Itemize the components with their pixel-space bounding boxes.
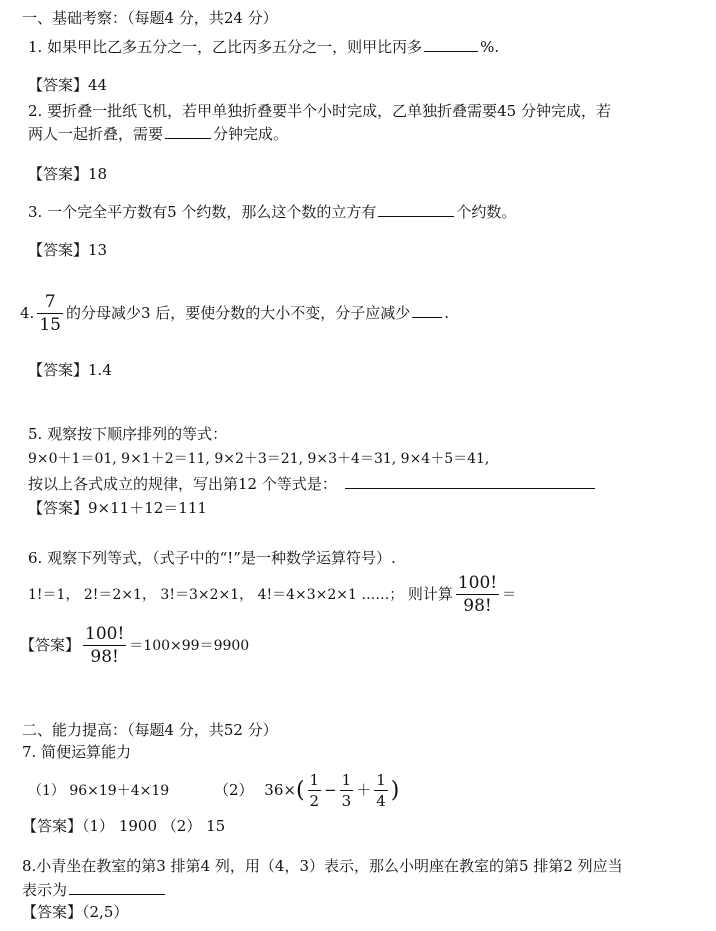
question-7-title: 7. 简便运算能力 [22, 743, 132, 761]
fraction-denominator: 98! [463, 596, 492, 616]
fraction-numerator: 1 [309, 771, 320, 789]
answer-value: ＝100×99＝9900 [129, 638, 250, 654]
answer-blank [345, 474, 595, 489]
answer-blank [424, 37, 478, 52]
minus-sign: − [324, 781, 337, 799]
question-8-line1: 8.小青坐在教室的第3 排第4 列，用（4，3）表示，那么小明座在教室的第5 排第2 列应当 [22, 857, 623, 875]
answer-6 [20, 620, 249, 671]
question-1 [28, 37, 499, 57]
fraction-numerator: 100! [85, 624, 125, 644]
answer-4 [28, 360, 112, 380]
fraction-denominator: 15 [39, 315, 61, 335]
question-5-equations: 9×0＋1＝01, 9×1＋2＝11, 9×2＋3＝21, 9×3＋4＝31, 9×4＋5＝41, [28, 451, 490, 467]
question-5-ask [28, 474, 597, 494]
fraction-1-3 [340, 773, 354, 809]
fraction-numerator: 100! [457, 573, 498, 593]
fraction-denominator: 4 [376, 792, 386, 810]
left-paren: ( [295, 778, 305, 803]
answer-label: 【答案】 [28, 499, 89, 517]
question-2-prefix: 两人一起折叠，需要 [28, 125, 164, 143]
question-2-suffix: 分钟完成。 [213, 125, 289, 143]
question-8-line2-text: 表示为 [22, 881, 68, 899]
answer-blank [69, 880, 165, 895]
answer-label: 【答案】 [28, 361, 89, 379]
fraction-100-98 [83, 626, 126, 666]
fraction-1-2 [308, 773, 322, 809]
right-paren: ) [390, 778, 400, 803]
answer-blank [165, 124, 211, 139]
question-3-text: 3. 一个完全平方数有5 个约数，那么这个数的立方有 [28, 203, 377, 221]
answer-label: 【答案】 [20, 636, 81, 654]
answer-value: 18 [88, 165, 108, 183]
answer-value: 44 [88, 76, 108, 94]
answer-5 [28, 498, 207, 518]
question-6-title: 6. 观察下列等式，（式子中的“!”是一种数学运算符号）. [28, 549, 396, 567]
fraction-denominator: 2 [309, 792, 320, 810]
question-2-line1: 2. 要折叠一批纸飞机，若甲单独折叠要半个小时完成，乙单独折叠需要45 分钟完成，若 [28, 102, 611, 120]
fraction-numerator: 1 [341, 771, 352, 789]
question-3 [28, 202, 516, 222]
question-4-number: 4. [20, 304, 35, 322]
answer-label: 【答案】 [28, 241, 89, 259]
answer-label: 【答案】 [22, 903, 83, 921]
fraction-100-98 [456, 575, 499, 615]
question-1-suffix: %. [480, 38, 500, 56]
answer-7 [22, 816, 225, 836]
plus-sign: ＋ [356, 781, 372, 799]
question-7-part-2-lead: 36× [264, 781, 296, 799]
answer-value: （1） 1900 （2） 15 [82, 817, 226, 835]
answer-value: （2,5） [82, 903, 129, 921]
question-4-text: 的分母减少3 后，要使分数的大小不变，分子应减少 [65, 304, 411, 322]
question-5-ask-text: 按以上各式成立的规律，写出第12 个等式是： [28, 475, 337, 493]
question-7-part-2-label: （2） [213, 781, 254, 799]
answer-blank [378, 202, 454, 217]
answer-1 [28, 75, 107, 95]
fraction-numerator: 7 [37, 294, 63, 314]
answer-8 [22, 902, 128, 922]
question-5-title: 5. 观察按下顺序排列的等式： [28, 425, 228, 443]
answer-value: 9×11＋12＝111 [88, 499, 207, 517]
fraction-1-4 [374, 773, 388, 809]
question-2-line2 [28, 124, 288, 144]
question-4 [20, 291, 449, 335]
fraction-denominator: 3 [341, 792, 352, 810]
question-3-suffix: 个约数。 [456, 203, 517, 221]
question-6-ask: 则计算 [407, 585, 453, 603]
question-6-equation-text: 1!＝1， 2!＝2×1， 3!＝3×2×1， 4!＝4×3×2×1 ……； [28, 587, 404, 603]
question-1-text: 1. 如果甲比乙多五分之一，乙比丙多五分之一，则甲比丙多 [28, 38, 423, 56]
question-7-parts [28, 768, 399, 813]
answer-2 [28, 164, 107, 184]
fraction-denominator: 98! [90, 647, 119, 667]
answer-value: 1.4 [88, 361, 112, 379]
answer-value: 13 [88, 241, 108, 259]
question-8-line2 [22, 880, 167, 900]
section2-heading: 二、能力提高：（每题4 分，共52 分） [22, 721, 278, 739]
question-4-suffix: . [444, 304, 450, 322]
answer-label: 【答案】 [28, 165, 89, 183]
fraction-numerator: 1 [376, 771, 386, 789]
answer-3 [28, 240, 107, 260]
question-6-equations [28, 572, 516, 617]
fraction-7-15 [37, 294, 63, 334]
question-7-part-1: （1） 96×19＋4×19 [28, 783, 170, 799]
section1-heading: 一、基础考察：（每题4 分，共24 分） [22, 9, 278, 27]
answer-label: 【答案】 [28, 76, 89, 94]
equals-sign: ＝ [502, 587, 517, 603]
answer-label: 【答案】 [22, 817, 83, 835]
answer-blank [412, 303, 442, 318]
